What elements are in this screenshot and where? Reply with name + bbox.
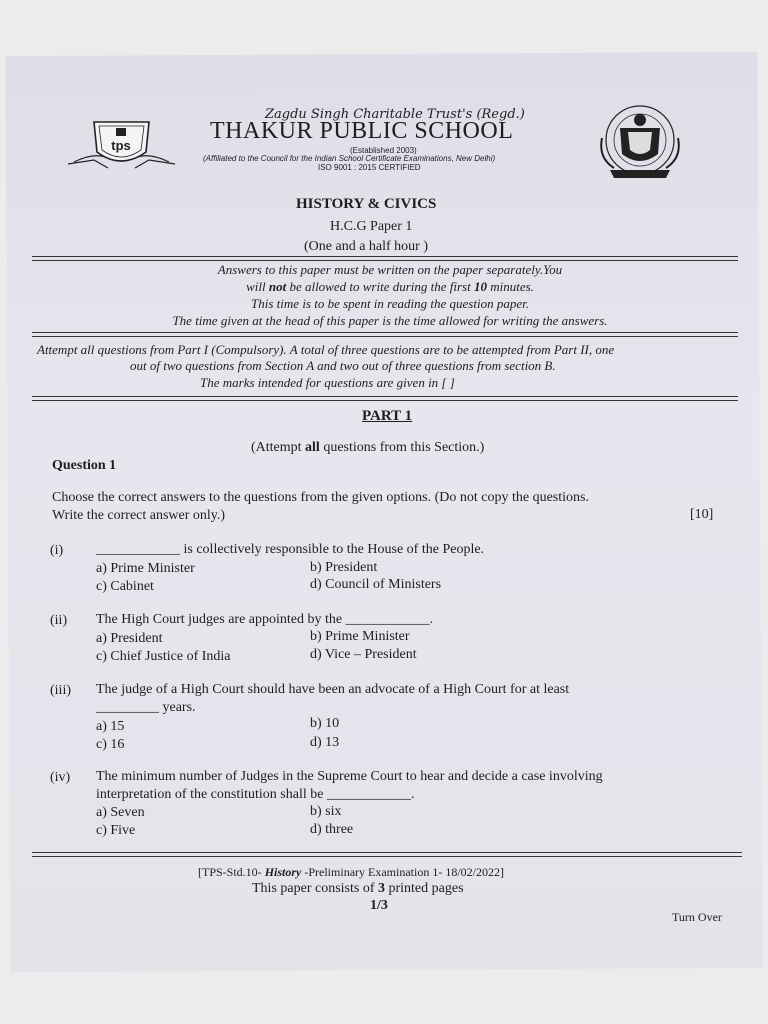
question-instruction-2: Write the correct answer only.) <box>52 508 226 523</box>
question-marks: [10] <box>690 507 714 522</box>
divider <box>32 260 738 261</box>
school-name: THAKUR PUBLIC SCHOOL <box>210 118 514 144</box>
item-number: (iv) <box>50 770 71 785</box>
school-logo-left <box>64 112 179 182</box>
option-d: d) 13 <box>310 735 340 750</box>
directions-line-2: out of two questions from Section A and two out of three questions from section B. <box>130 358 556 373</box>
notice-line-1: Answers to this paper must be written on the paper separately.You <box>217 262 563 277</box>
option-b: b) Prime Minister <box>310 629 410 644</box>
exam-duration: (One and a half hour ) <box>304 239 429 254</box>
directions-line-1: Attempt all questions from Part I (Compulsory). A total of three questions are to be attempted from Part II, one <box>37 342 615 357</box>
item-text: The High Court judges are appointed by the ____________. <box>96 612 434 627</box>
notice-line-3: This time is to be spent in reading the question paper. <box>251 296 529 311</box>
option-a: a) 15 <box>96 719 125 734</box>
divider <box>32 856 742 857</box>
option-c: c) Cabinet <box>96 579 154 594</box>
question-title: Question 1 <box>52 458 117 473</box>
divider <box>32 400 738 401</box>
option-a: a) Prime Minister <box>96 561 195 576</box>
exam-subject: HISTORY & CIVICS <box>296 196 437 212</box>
established-year: (Established 2003) <box>350 146 417 155</box>
footer-page-count: This paper consists of 3 printed pages <box>252 881 464 896</box>
logo-text: tps <box>111 138 131 153</box>
page-number: 1/3 <box>370 898 388 913</box>
item-text: ____________ is collectively responsible to the House of the People. <box>96 542 485 557</box>
item-number: (iii) <box>50 683 71 698</box>
affiliation-note: (Affiliated to the Council for the Indian School Certificate Examinations, New Delhi) <box>203 154 496 163</box>
item-number: (ii) <box>50 613 68 628</box>
divider <box>32 852 742 853</box>
option-d: d) three <box>310 822 354 837</box>
notice-line-4: The time given at the head of this paper is the time allowed for writing the answers. <box>172 313 608 328</box>
option-c: c) 16 <box>96 737 125 752</box>
option-b: b) President <box>310 560 378 575</box>
option-c: c) Five <box>96 823 136 838</box>
item-number: (i) <box>50 543 64 558</box>
option-a: a) Seven <box>96 805 145 820</box>
divider <box>32 336 738 337</box>
question-instruction-1: Choose the correct answers to the questions from the given options. (Do not copy the questions. <box>52 490 589 505</box>
option-d: d) Vice – President <box>310 647 417 662</box>
item-text: The judge of a High Court should have been an advocate of a High Court for at least <box>96 682 570 697</box>
iso-certification: ISO 9001 : 2015 CERTIFIED <box>318 163 421 172</box>
option-c: c) Chief Justice of India <box>96 649 231 664</box>
option-d: d) Council of Ministers <box>310 577 442 592</box>
divider <box>32 256 738 257</box>
option-b: b) six <box>310 804 342 819</box>
part-instruction: (Attempt all questions from this Section.) <box>251 440 485 455</box>
item-text-line-2: interpretation of the constitution shall be ____________. <box>96 787 415 802</box>
divider <box>32 332 738 333</box>
item-text: The minimum number of Judges in the Supreme Court to hear and decide a case involving <box>96 769 603 784</box>
option-a: a) President <box>96 631 163 646</box>
school-crest-right <box>590 98 690 193</box>
directions-line-3: The marks intended for questions are given in [ ] <box>200 375 455 390</box>
option-b: b) 10 <box>310 716 340 731</box>
footer-exam-info: [TPS-Std.10- History -Preliminary Examination 1- 18/02/2022] <box>198 865 504 879</box>
part-title: PART 1 <box>362 408 413 424</box>
exam-paper: H.C.G Paper 1 <box>330 219 413 234</box>
trust-name: Zagdu Singh Charitable Trust's (Regd.) <box>265 107 525 122</box>
divider <box>32 396 738 397</box>
turn-over: Turn Over <box>672 910 722 924</box>
notice-line-2: will not be allowed to write during the first 10 minutes. <box>246 279 534 294</box>
item-text-line-2: _________ years. <box>96 700 196 715</box>
